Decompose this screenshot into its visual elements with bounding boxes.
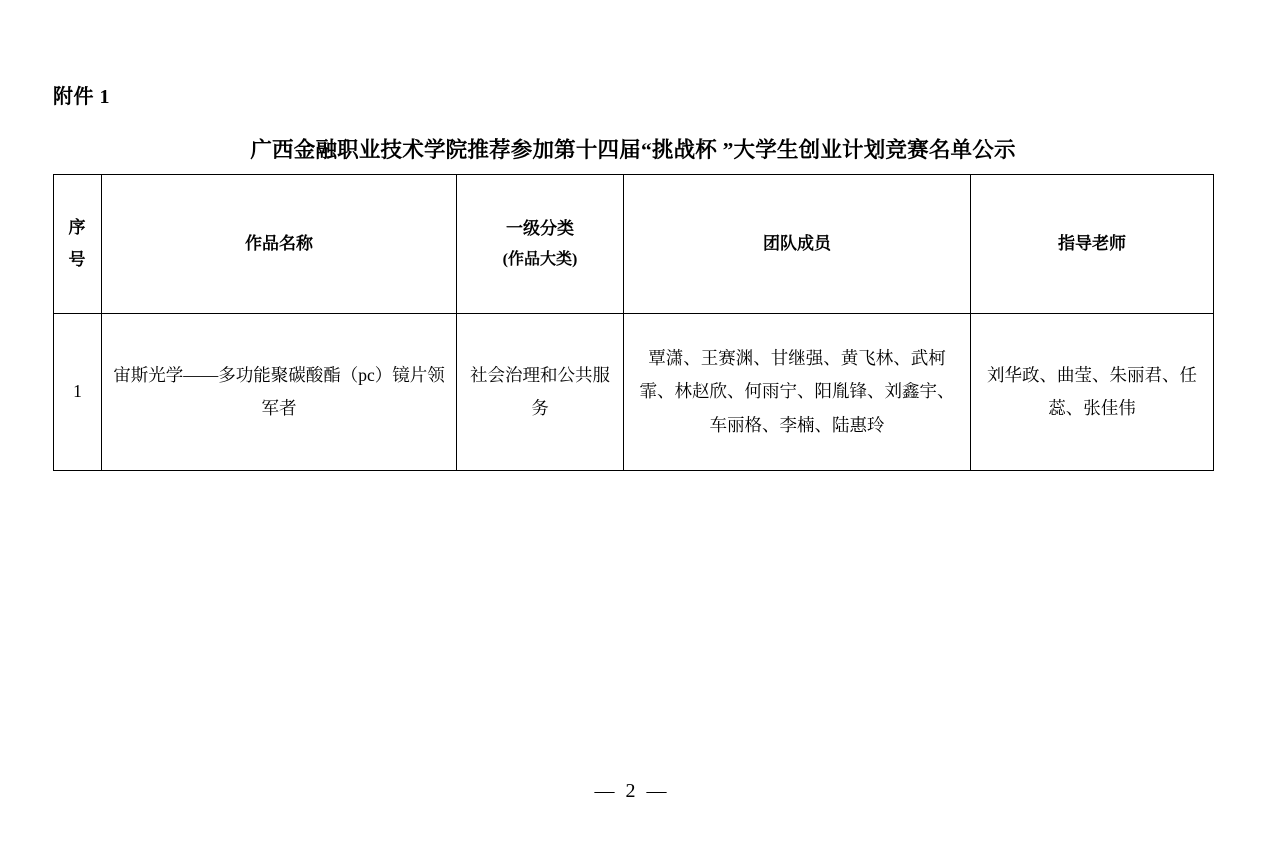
page-title: 广西金融职业技术学院推荐参加第十四届“挑战杯 ”大学生创业计划竞赛名单公示: [250, 138, 1016, 162]
table-row: [54, 314, 1214, 471]
table-header: [54, 175, 1214, 314]
cell-team-members: 覃潇、王赛渊、甘继强、黄飞林、武柯霏、林赵欣、何雨宁、阳胤锋、刘鑫宇、车丽格、李楠、陆惠玲: [624, 314, 971, 471]
column-header-category: [457, 175, 624, 314]
cell-advisors: 刘华政、曲莹、朱丽君、任蕊、张佳伟: [971, 314, 1214, 471]
table-body: [54, 314, 1214, 471]
column-header-category-line2: (作品大类): [502, 250, 578, 268]
page-number: — 2 —: [594, 780, 670, 802]
cell-index: 1: [54, 314, 102, 471]
column-header-index: 序号: [54, 175, 102, 314]
attachment-label: 附件 1: [53, 86, 110, 108]
cell-category: 社会治理和公共服务: [457, 314, 624, 471]
column-header-work-name: 作品名称: [102, 175, 457, 314]
column-header-advisors: 指导老师: [971, 175, 1214, 314]
table-header-row: [54, 175, 1214, 314]
nominee-table: [53, 174, 1214, 471]
cell-work-name: 宙斯光学——多功能聚碳酸酯（pc）镜片领军者: [102, 314, 457, 471]
column-header-team-members: 团队成员: [624, 175, 971, 314]
column-header-category-line1: 一级分类: [506, 218, 574, 238]
